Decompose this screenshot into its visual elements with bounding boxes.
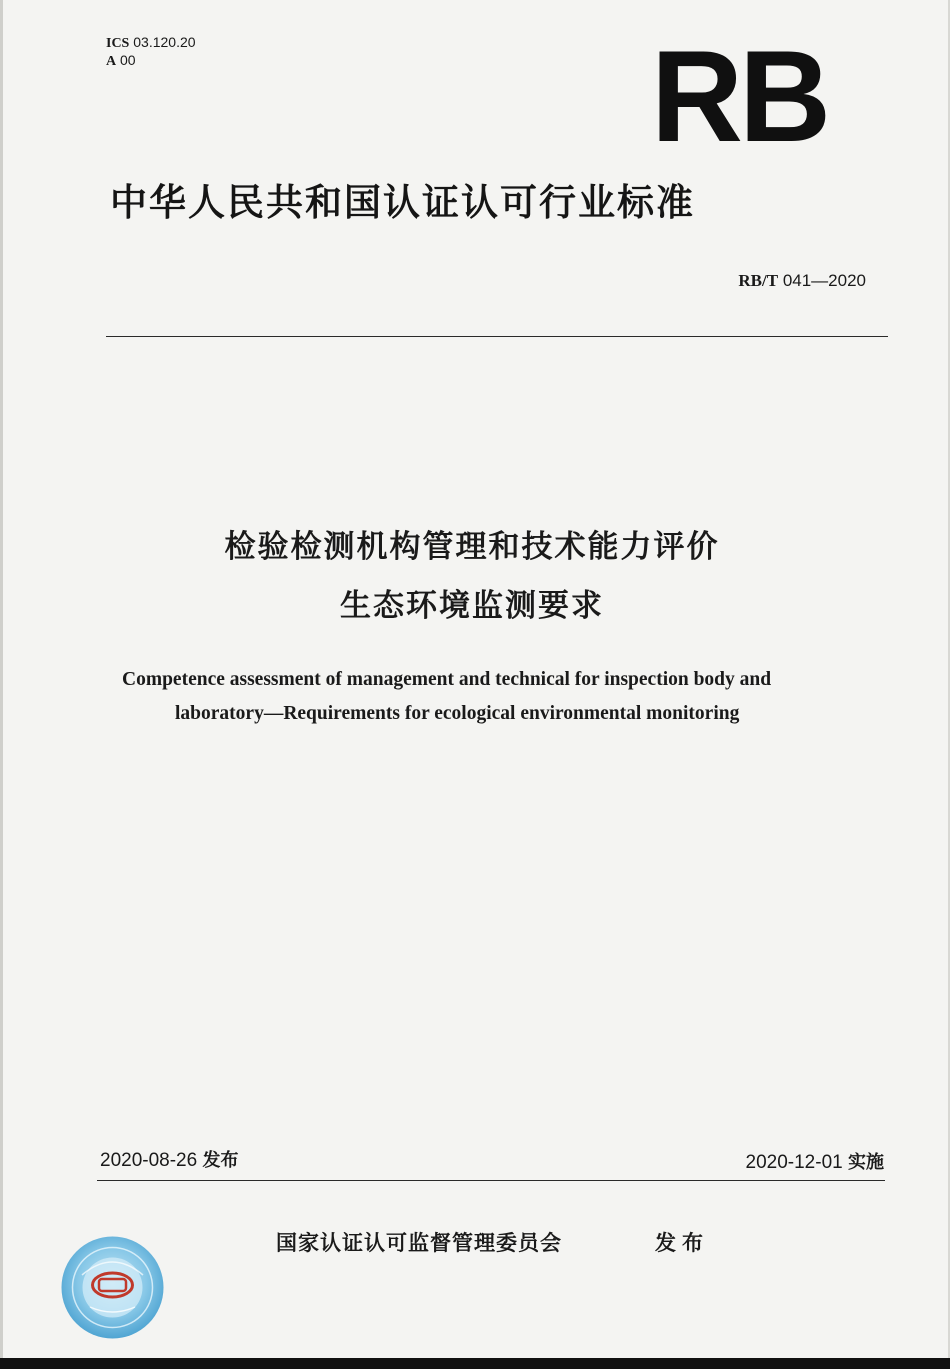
issue-date: [100, 1148, 238, 1174]
english-title-line-2: laboratory—Requirements for ecological environmental monitoring: [175, 703, 740, 724]
implementation-date-label: 实施: [848, 1152, 884, 1173]
classification-codes: [106, 34, 196, 70]
rb-logo-text: RB: [651, 46, 828, 146]
publisher-name: 国家认证认可监督管理委员会: [276, 1231, 562, 1255]
issue-date-value: 2020-08-26: [100, 1150, 198, 1171]
standard-number: [738, 270, 866, 292]
ics-code: 03.120.20: [133, 34, 196, 50]
implementation-date-value: 2020-12-01: [745, 1152, 843, 1173]
issue-date-label: 发布: [202, 1150, 239, 1171]
scan-left-edge: [0, 0, 3, 1369]
industry-standard-title: 中华人民共和国认证认可行业标准: [110, 181, 695, 224]
rb-logo: [651, 46, 839, 146]
standard-code: 041—2020: [782, 271, 866, 290]
ics-label: ICS: [106, 36, 130, 51]
english-title-line-1: Competence assessment of management and technical for inspection body and: [122, 669, 772, 690]
chinese-title-line-1: 检验检测机构管理和技术能力评价: [224, 529, 720, 565]
scan-bottom-edge: [0, 1358, 950, 1369]
ics-line: [106, 34, 196, 52]
footer-divider: [97, 1180, 885, 1181]
class-line: [106, 52, 196, 70]
publisher-action: 发布: [655, 1231, 709, 1255]
standard-prefix: RB/T: [738, 271, 779, 290]
header-divider: [106, 336, 888, 337]
implementation-date: [746, 1150, 884, 1176]
chinese-title-line-2: 生态环境监测要求: [340, 588, 604, 624]
class-letter: A: [106, 54, 117, 69]
class-code: 00: [120, 52, 136, 68]
anti-counterfeit-seal-icon: [60, 1235, 165, 1340]
